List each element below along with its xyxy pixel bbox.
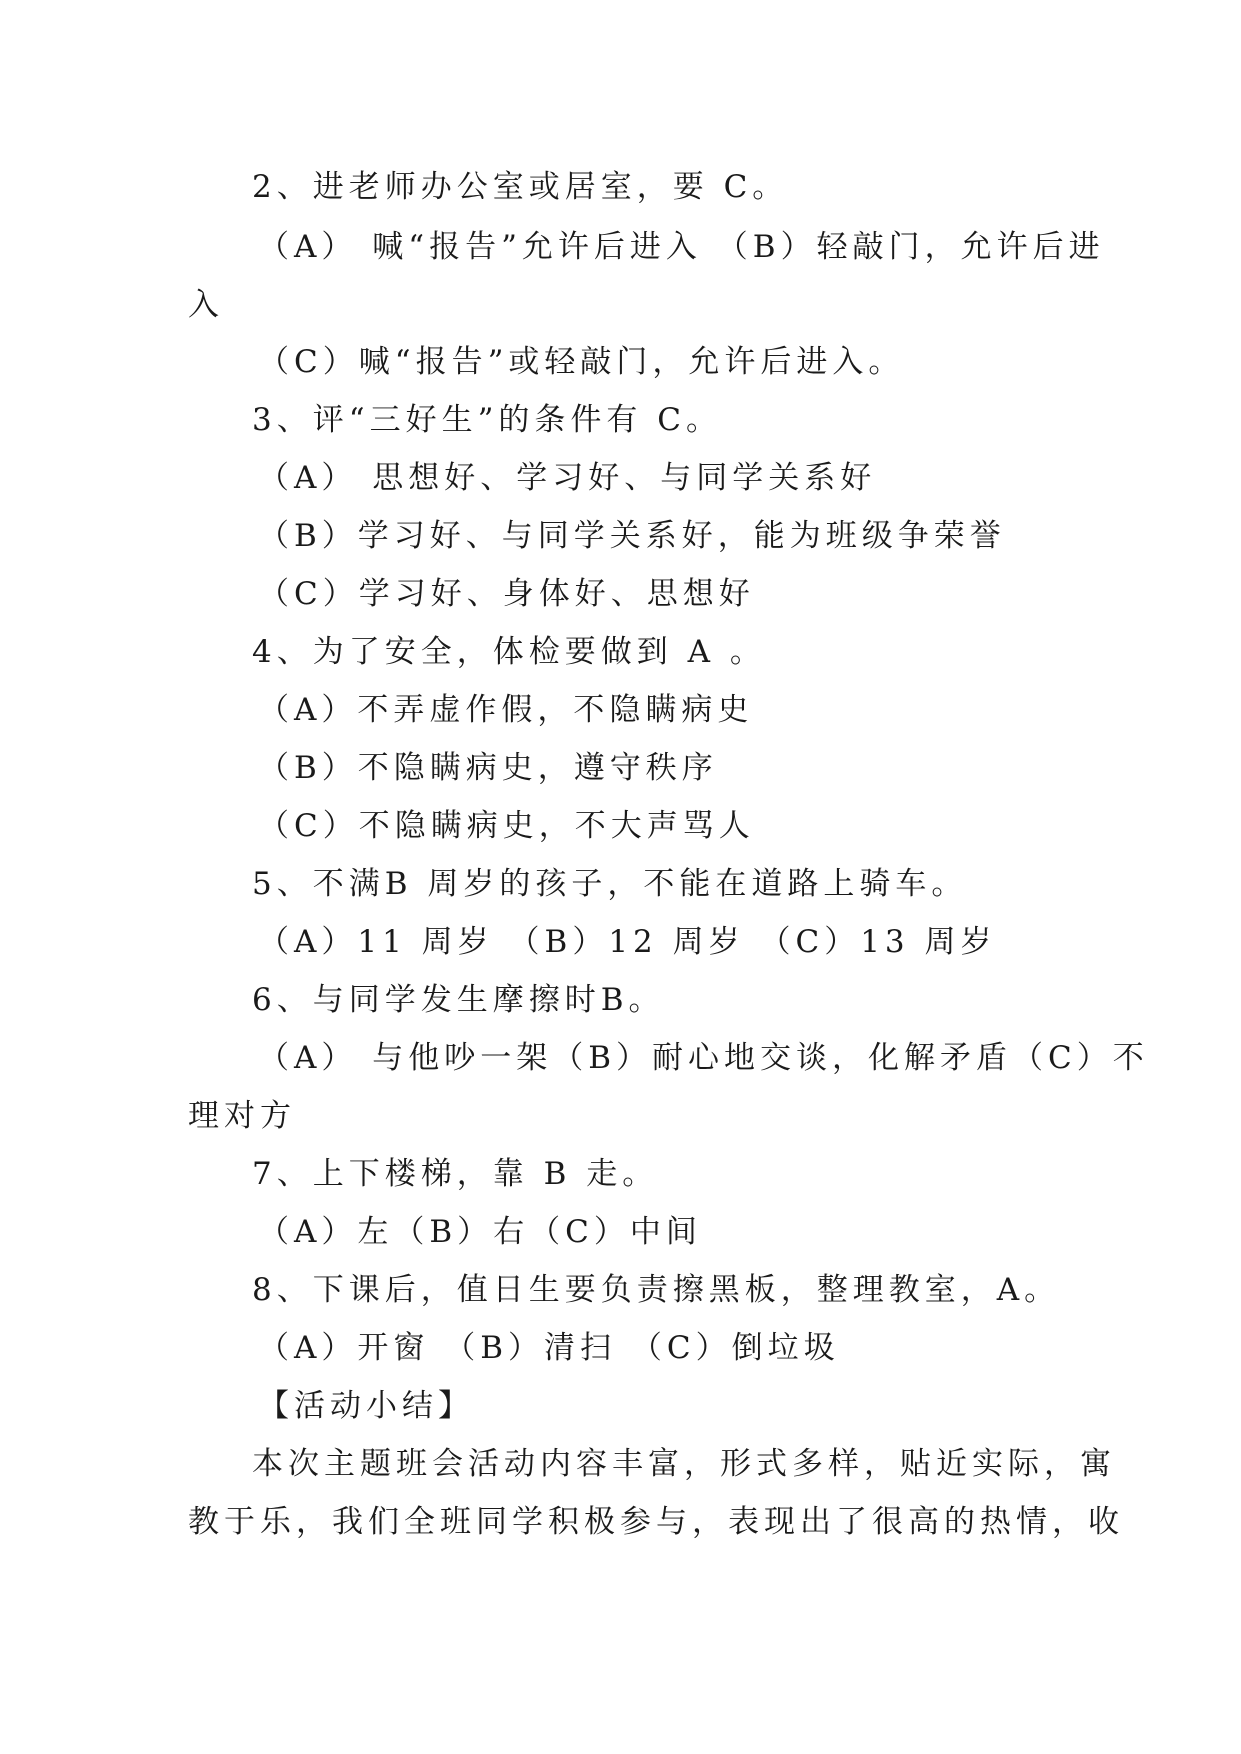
question-3-option-a: （A） 思想好、学习好、与同学关系好 xyxy=(258,460,877,496)
question-8: 8、下课后，值日生要负责擦黑板，整理教室，A。 xyxy=(252,1272,1061,1308)
question-3: 3、评“三好生”的条件有 C。 xyxy=(252,402,722,438)
question-6: 6、与同学发生摩擦时B。 xyxy=(252,982,665,1018)
question-3-option-b: （B）学习好、与同学关系好，能为班级争荣誉 xyxy=(258,518,1006,554)
question-5: 5、不满B 周岁的孩子，不能在道路上骑车。 xyxy=(252,866,968,902)
summary-paragraph-line-2: 教于乐，我们全班同学积极参与，表现出了很高的热情，收 xyxy=(188,1504,1124,1540)
question-4-option-a: （A）不弄虚作假，不隐瞒病史 xyxy=(258,692,754,728)
question-2-options-line-1: （A） 喊“报告”允许后进入 （B）轻敲门，允许后进 xyxy=(258,229,1105,265)
question-6-options-line-2: 理对方 xyxy=(188,1098,296,1134)
question-2-options-line-2: 入 xyxy=(188,287,224,323)
question-2-option-c: （C）喊“报告”或轻敲门，允许后进入。 xyxy=(258,344,905,380)
summary-paragraph-line-1: 本次主题班会活动内容丰富，形式多样，贴近实际，寓 xyxy=(252,1446,1116,1482)
question-7: 7、上下楼梯，靠 B 走。 xyxy=(252,1156,659,1192)
question-3-option-c: （C）学习好、身体好、思想好 xyxy=(258,576,755,612)
question-7-options: （A）左（B）右（C）中间 xyxy=(258,1214,702,1250)
question-2: 2、进老师办公室或居室，要 C。 xyxy=(252,169,789,205)
question-6-options-line-1: （A） 与他吵一架（B）耐心地交谈，化解矛盾（C）不 xyxy=(258,1040,1149,1076)
question-4: 4、为了安全，体检要做到 A 。 xyxy=(252,634,766,670)
question-5-options: （A）11 周岁 （B）12 周岁 （C）13 周岁 xyxy=(258,924,997,960)
question-4-option-c: （C）不隐瞒病史，不大声骂人 xyxy=(258,808,755,844)
question-4-option-b: （B）不隐瞒病史，遵守秩序 xyxy=(258,750,718,786)
question-8-options: （A）开窗 （B）清扫 （C）倒垃圾 xyxy=(258,1330,840,1366)
section-heading-summary: 【活动小结】 xyxy=(258,1388,474,1424)
